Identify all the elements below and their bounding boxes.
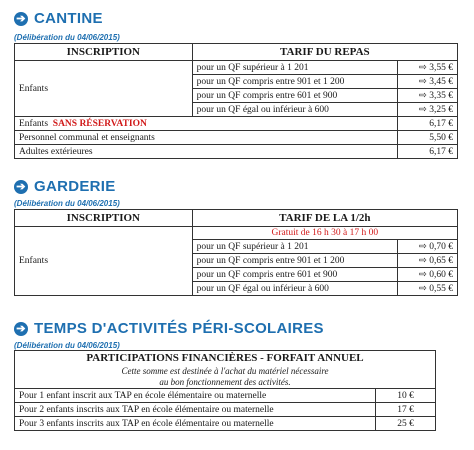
cantine-enfants-label: Enfants: [15, 61, 193, 117]
cantine-col-inscription: INSCRIPTION: [15, 44, 193, 61]
garderie-table: [14, 209, 458, 296]
tap-price: 17 €: [376, 403, 436, 417]
garderie-qf-price: ⇨ 0,55 €: [398, 282, 458, 296]
cantine-heading: [14, 10, 103, 27]
garderie-enfants-label: Enfants: [15, 227, 193, 296]
garderie-qf-row: pour un QF compris entre 901 et 1 200: [192, 254, 397, 268]
garderie-deliberation: (Délibération du 04/06/2015): [14, 199, 120, 208]
garderie-qf-row: pour un QF égal ou inférieur à 600: [192, 282, 397, 296]
cantine-table: [14, 43, 458, 159]
cantine-qf-row: pour un QF égal ou inférieur à 600: [192, 103, 397, 117]
cantine-title: CANTINE: [34, 10, 103, 27]
garderie-heading: [14, 178, 116, 195]
garderie-qf-row: pour un QF compris entre 601 et 900: [192, 268, 397, 282]
cantine-qf-price: ⇨ 3,45 €: [398, 75, 458, 89]
tap-price: 25 €: [376, 417, 436, 431]
personnel-price: 5,50 €: [398, 131, 458, 145]
tap-row: Pour 1 enfant inscrit aux TAP en école élémentaire ou maternelle: [15, 389, 376, 403]
tap-price: 10 €: [376, 389, 436, 403]
garderie-qf-price: ⇨ 0,70 €: [398, 240, 458, 254]
cantine-sans-reservation-row: [15, 117, 398, 131]
tap-heading: [14, 320, 324, 337]
adultes-price: 6,17 €: [398, 145, 458, 159]
cantine-col-tarif: TARIF DU REPAS: [192, 44, 457, 61]
sans-reservation-price: 6,17 €: [398, 117, 458, 131]
tap-row: Pour 3 enfants inscrits aux TAP en école élémentaire ou maternelle: [15, 417, 376, 431]
tap-table: [14, 350, 436, 431]
tap-header: PARTICIPATIONS FINANCIÈRES - FORFAIT ANNUEL: [15, 351, 436, 366]
arrow-right-icon: ➔: [14, 180, 28, 194]
garderie-col-inscription: INSCRIPTION: [15, 210, 193, 227]
cantine-qf-price: ⇨ 3,35 €: [398, 89, 458, 103]
garderie-col-tarif: TARIF DE LA 1/2h: [192, 210, 457, 227]
cantine-qf-row: pour un QF supérieur à 1 201: [192, 61, 397, 75]
cantine-qf-row: pour un QF compris entre 901 et 1 200: [192, 75, 397, 89]
cantine-deliberation: (Délibération du 04/06/2015): [14, 33, 120, 42]
tap-row: Pour 2 enfants inscrits aux TAP en école élémentaire ou maternelle: [15, 403, 376, 417]
sans-res-prefix: Enfants: [19, 118, 49, 129]
personnel-row: Personnel communal et enseignants: [15, 131, 398, 145]
tap-deliberation: (Délibération du 04/06/2015): [14, 341, 120, 350]
garderie-qf-price: ⇨ 0,60 €: [398, 268, 458, 282]
garderie-title: GARDERIE: [34, 178, 116, 195]
garderie-gratuit: Gratuit de 16 h 30 à 17 h 00: [192, 227, 457, 240]
sans-reservation-label: SANS RÉSERVATION: [52, 118, 147, 129]
cantine-qf-row: pour un QF compris entre 601 et 900: [192, 89, 397, 103]
arrow-right-icon: ➔: [14, 322, 28, 336]
tap-title: TEMPS D'ACTIVITÉS PÉRI-SCOLAIRES: [34, 320, 324, 337]
cantine-qf-price: ⇨ 3,25 €: [398, 103, 458, 117]
arrow-right-icon: ➔: [14, 12, 28, 26]
cantine-qf-price: ⇨ 3,55 €: [398, 61, 458, 75]
tap-note-1: Cette somme est destinée à l'achat du matériel nécessaire: [15, 366, 436, 377]
garderie-qf-price: ⇨ 0,65 €: [398, 254, 458, 268]
garderie-qf-row: pour un QF supérieur à 1 201: [192, 240, 397, 254]
adultes-row: Adultes extérieures: [15, 145, 398, 159]
tap-note-2: au bon fonctionnement des activités.: [15, 377, 436, 389]
